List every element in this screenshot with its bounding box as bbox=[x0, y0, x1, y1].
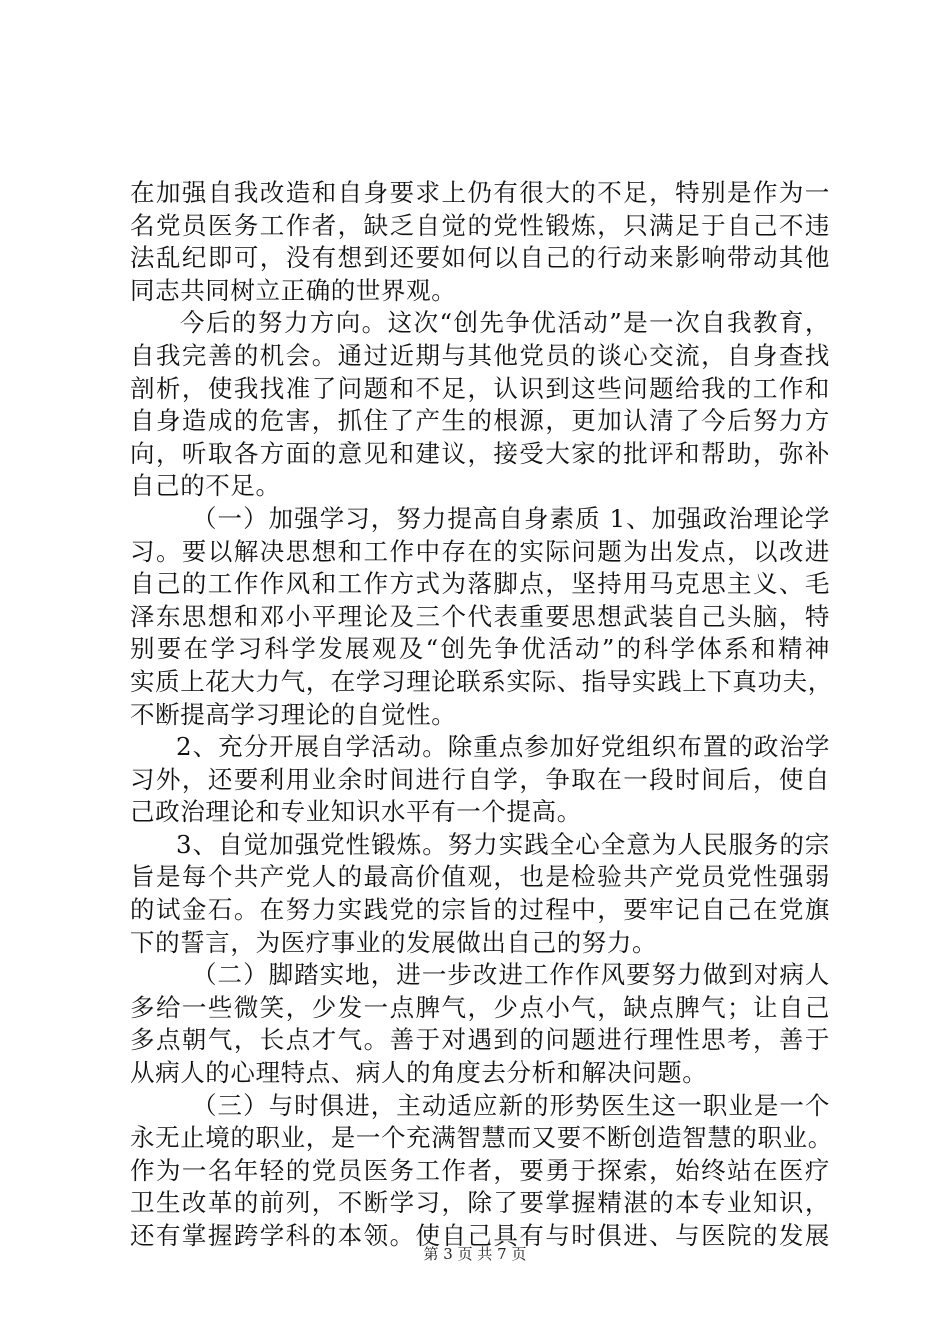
text-line: 剖析，使我找准了问题和不足，认识到这些问题给我的工作和 bbox=[130, 373, 830, 403]
text-line: 向，听取各方面的意见和建议，接受大家的批评和帮助，弥补 bbox=[130, 438, 830, 468]
text-line: 法乱纪即可，没有想到还要如何以自己的行动来影响带动其他 bbox=[130, 243, 830, 273]
text-line: 不断提高学习理论的自觉性。 bbox=[130, 699, 457, 729]
text-line: 永无止境的职业，是一个充满智慧而又要不断创造智慧的职业。 bbox=[130, 1123, 833, 1153]
text-line: （一）加强学习，努力提高自身素质 1、加强政治理论学 bbox=[192, 503, 830, 533]
text-line: 自我完善的机会。通过近期与其他党员的谈心交流，自身查找 bbox=[130, 340, 830, 370]
text-line: 自身造成的危害，抓住了产生的根源，更加认清了今后努力方 bbox=[130, 406, 830, 436]
text-line: 旨是每个共产党人的最高价值观，也是检验共产党员党性强弱 bbox=[130, 862, 830, 892]
document-body bbox=[130, 177, 833, 1253]
text-line: 卫生改革的前列，不断学习，除了要掌握精湛的本专业知识， bbox=[130, 1188, 830, 1218]
paragraph bbox=[130, 731, 830, 829]
paragraph bbox=[130, 307, 830, 503]
text-line: 多点朝气，长点才气。善于对遇到的问题进行理性思考，善于 bbox=[130, 1025, 830, 1055]
page-footer bbox=[0, 1243, 950, 1264]
text-line: 习。要以解决思想和工作中存在的实际问题为出发点，以改进 bbox=[130, 536, 830, 566]
text-line: 在加强自我改造和自身要求上仍有很大的不足，特别是作为一 bbox=[130, 178, 830, 207]
text-line: 名党员医务工作者，缺乏自觉的党性锻炼，只满足于自己不违 bbox=[130, 210, 830, 240]
text-line: （二）脚踏实地，进一步改进工作作风要努力做到对病人 bbox=[192, 960, 830, 990]
text-line: 己政治理论和专业知识水平有一个提高。 bbox=[130, 797, 582, 827]
text-line: 泽东思想和邓小平理论及三个代表重要思想武装自己头脑，特 bbox=[130, 601, 830, 631]
paragraph bbox=[130, 503, 833, 731]
text-line: 多给一些微笑，少发一点脾气，少点小气，缺点脾气；让自己 bbox=[130, 992, 830, 1022]
text-line: 别要在学习科学发展观及“创先争优活动”的科学体系和精神 bbox=[130, 634, 830, 664]
page-number: 第 3 页 共 7 页 bbox=[423, 1245, 527, 1263]
paragraph bbox=[130, 1090, 833, 1253]
text-line: 还有掌握跨学科的本领。使自己具有与时俱进、与医院的发展 bbox=[130, 1221, 830, 1250]
text-line: 自己的工作作风和工作方式为落脚点，坚持用马克思主义、毛 bbox=[130, 569, 830, 599]
text-line: 的试金石。在努力实践党的宗旨的过程中，要牢记自己在党旗 bbox=[130, 895, 830, 925]
text-line: 今后的努力方向。这次“创先争优活动”是一次自我教育， bbox=[180, 308, 830, 338]
text-line: 同志共同树立正确的世界观。 bbox=[130, 275, 457, 305]
paragraph bbox=[130, 959, 830, 1089]
paragraph bbox=[130, 829, 830, 959]
text-line: 下的誓言，为医疗事业的发展做出自己的努力。 bbox=[130, 927, 658, 957]
text-line: 自己的不足。 bbox=[130, 471, 281, 501]
text-line: 2、充分开展自学活动。除重点参加好党组织布置的政治学 bbox=[176, 732, 830, 762]
text-line: 作为一名年轻的党员医务工作者，要勇于探索，始终站在医疗 bbox=[130, 1155, 830, 1185]
text-line: 实质上花大力气，在学习理论联系实际、指导实践上下真功夫， bbox=[130, 666, 833, 696]
text-line: 习外，还要利用业余时间进行自学，争取在一段时间后，使自 bbox=[130, 764, 830, 794]
text-line: 3、自觉加强党性锻炼。努力实践全心全意为人民服务的宗 bbox=[176, 829, 830, 859]
text-line: 从病人的心理特点、病人的角度去分析和解决问题。 bbox=[130, 1058, 708, 1088]
text-line: （三）与时俱进，主动适应新的形势医生这一职业是一个 bbox=[192, 1090, 830, 1120]
paragraph bbox=[130, 177, 830, 307]
